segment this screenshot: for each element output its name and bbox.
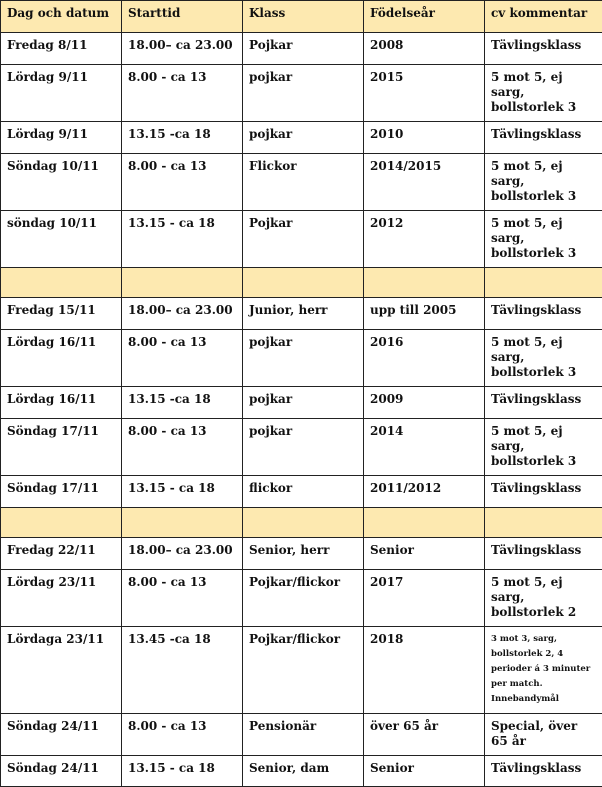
cell-comment: 3 mot 3, sarg, bollstorlek 2, 4 perioder á 3 minuter per match. Innebandymål: [485, 627, 602, 714]
cell-day-date: Fredag 22/11: [1, 538, 122, 570]
table-row: [1, 476, 602, 508]
spacer-cell: [485, 508, 602, 538]
cell-start-time: 13.15 - ca 18: [122, 211, 243, 268]
cell-class: Pojkar/flickor: [243, 570, 364, 627]
cell-class: flickor: [243, 476, 364, 508]
cell-birth-year: 2016: [364, 330, 485, 387]
cell-birth-year: över 65 år: [364, 714, 485, 756]
table-row: [1, 65, 602, 122]
spacer-cell: [485, 268, 602, 298]
cell-birth-year: 2015: [364, 65, 485, 122]
cell-birth-year: 2014: [364, 419, 485, 476]
cell-comment: Tävlingsklass: [485, 33, 602, 65]
cell-day-date: Lördag 9/11: [1, 65, 122, 122]
cell-birth-year: 2018: [364, 627, 485, 714]
cell-comment: 5 mot 5, ej sarg, bollstorlek 2: [485, 570, 602, 627]
spacer-cell: [364, 508, 485, 538]
cell-class: Senior, herr: [243, 538, 364, 570]
cell-comment: Tävlingsklass: [485, 298, 602, 330]
cell-day-date: söndag 10/11: [1, 211, 122, 268]
cell-comment: Special, över 65 år: [485, 714, 602, 756]
table-row: [1, 211, 602, 268]
cell-day-date: Lördag 16/11: [1, 330, 122, 387]
spacer-cell: [364, 268, 485, 298]
cell-comment: 5 mot 5, ej sarg, bollstorlek 3: [485, 154, 602, 211]
cell-comment: Tävlingsklass: [485, 476, 602, 508]
cell-class: pojkar: [243, 419, 364, 476]
table-row: [1, 387, 602, 419]
header-start-time: Starttid: [122, 1, 243, 33]
section-spacer-row: [1, 268, 602, 298]
cell-birth-year: 2011/2012: [364, 476, 485, 508]
cell-start-time: 13.15 -ca 18: [122, 122, 243, 154]
table-row: [1, 756, 602, 787]
cell-class: Pojkar: [243, 211, 364, 268]
cell-class: pojkar: [243, 330, 364, 387]
cell-start-time: 8.00 - ca 13: [122, 570, 243, 627]
cell-day-date: Söndag 17/11: [1, 476, 122, 508]
spacer-cell: [243, 268, 364, 298]
header-comment: cv kommentar: [485, 1, 602, 33]
cell-day-date: Söndag 24/11: [1, 714, 122, 756]
header-birth-year: Födelseår: [364, 1, 485, 33]
cell-comment: 5 mot 5, ej sarg, bollstorlek 3: [485, 330, 602, 387]
cell-start-time: 13.15 -ca 18: [122, 387, 243, 419]
table-row: [1, 330, 602, 387]
cell-start-time: 13.15 - ca 18: [122, 756, 243, 787]
cell-day-date: Söndag 24/11: [1, 756, 122, 787]
table-header: [1, 1, 602, 33]
table-row: [1, 33, 602, 65]
cell-class: Pojkar/flickor: [243, 627, 364, 714]
header-row: [1, 1, 602, 33]
cell-start-time: 13.45 -ca 18: [122, 627, 243, 714]
cell-birth-year: Senior: [364, 538, 485, 570]
table-row: [1, 714, 602, 756]
cell-comment: 5 mot 5, ej sarg, bollstorlek 3: [485, 65, 602, 122]
cell-class: pojkar: [243, 387, 364, 419]
cell-class: pojkar: [243, 65, 364, 122]
spacer-cell: [243, 508, 364, 538]
cell-birth-year: 2008: [364, 33, 485, 65]
cell-start-time: 18.00– ca 23.00: [122, 33, 243, 65]
cell-birth-year: 2012: [364, 211, 485, 268]
cell-day-date: Söndag 17/11: [1, 419, 122, 476]
cell-day-date: Lördag 9/11: [1, 122, 122, 154]
cell-comment: 5 mot 5, ej sarg, bollstorlek 3: [485, 419, 602, 476]
cell-class: Pojkar: [243, 33, 364, 65]
cell-comment: Tävlingsklass: [485, 387, 602, 419]
cell-class: Pensionär: [243, 714, 364, 756]
table-row: [1, 154, 602, 211]
cell-birth-year: upp till 2005: [364, 298, 485, 330]
cell-birth-year: Senior: [364, 756, 485, 787]
cell-start-time: 18.00– ca 23.00: [122, 298, 243, 330]
table-row: [1, 298, 602, 330]
cell-birth-year: 2017: [364, 570, 485, 627]
spacer-cell: [122, 508, 243, 538]
spacer-cell: [122, 268, 243, 298]
spacer-cell: [1, 508, 122, 538]
section-spacer-row: [1, 508, 602, 538]
cell-start-time: 8.00 - ca 13: [122, 154, 243, 211]
spacer-cell: [1, 268, 122, 298]
cell-comment: Tävlingsklass: [485, 122, 602, 154]
table-row: [1, 122, 602, 154]
cell-birth-year: 2010: [364, 122, 485, 154]
cell-start-time: 8.00 - ca 13: [122, 330, 243, 387]
table-row: [1, 627, 602, 714]
header-class: Klass: [243, 1, 364, 33]
cell-day-date: Fredag 8/11: [1, 33, 122, 65]
cell-day-date: Lördag 16/11: [1, 387, 122, 419]
cell-class: Senior, dam: [243, 756, 364, 787]
cell-comment: 5 mot 5, ej sarg, bollstorlek 3: [485, 211, 602, 268]
cell-start-time: 13.15 - ca 18: [122, 476, 243, 508]
cell-birth-year: 2014/2015: [364, 154, 485, 211]
cell-start-time: 8.00 - ca 13: [122, 419, 243, 476]
cell-start-time: 18.00– ca 23.00: [122, 538, 243, 570]
cell-day-date: Söndag 10/11: [1, 154, 122, 211]
cell-day-date: Fredag 15/11: [1, 298, 122, 330]
cell-class: pojkar: [243, 122, 364, 154]
cell-comment: Tävlingsklass: [485, 538, 602, 570]
cell-day-date: Lördag 23/11: [1, 570, 122, 627]
table-row: [1, 570, 602, 627]
cell-day-date: Lördaga 23/11: [1, 627, 122, 714]
table-row: [1, 538, 602, 570]
cell-start-time: 8.00 - ca 13: [122, 65, 243, 122]
table-body: [1, 33, 602, 787]
cell-start-time: 8.00 - ca 13: [122, 714, 243, 756]
cell-class: Junior, herr: [243, 298, 364, 330]
cell-comment: Tävlingsklass: [485, 756, 602, 787]
header-day-date: Dag och datum: [1, 1, 122, 33]
cell-birth-year: 2009: [364, 387, 485, 419]
cell-class: Flickor: [243, 154, 364, 211]
table-row: [1, 419, 602, 476]
